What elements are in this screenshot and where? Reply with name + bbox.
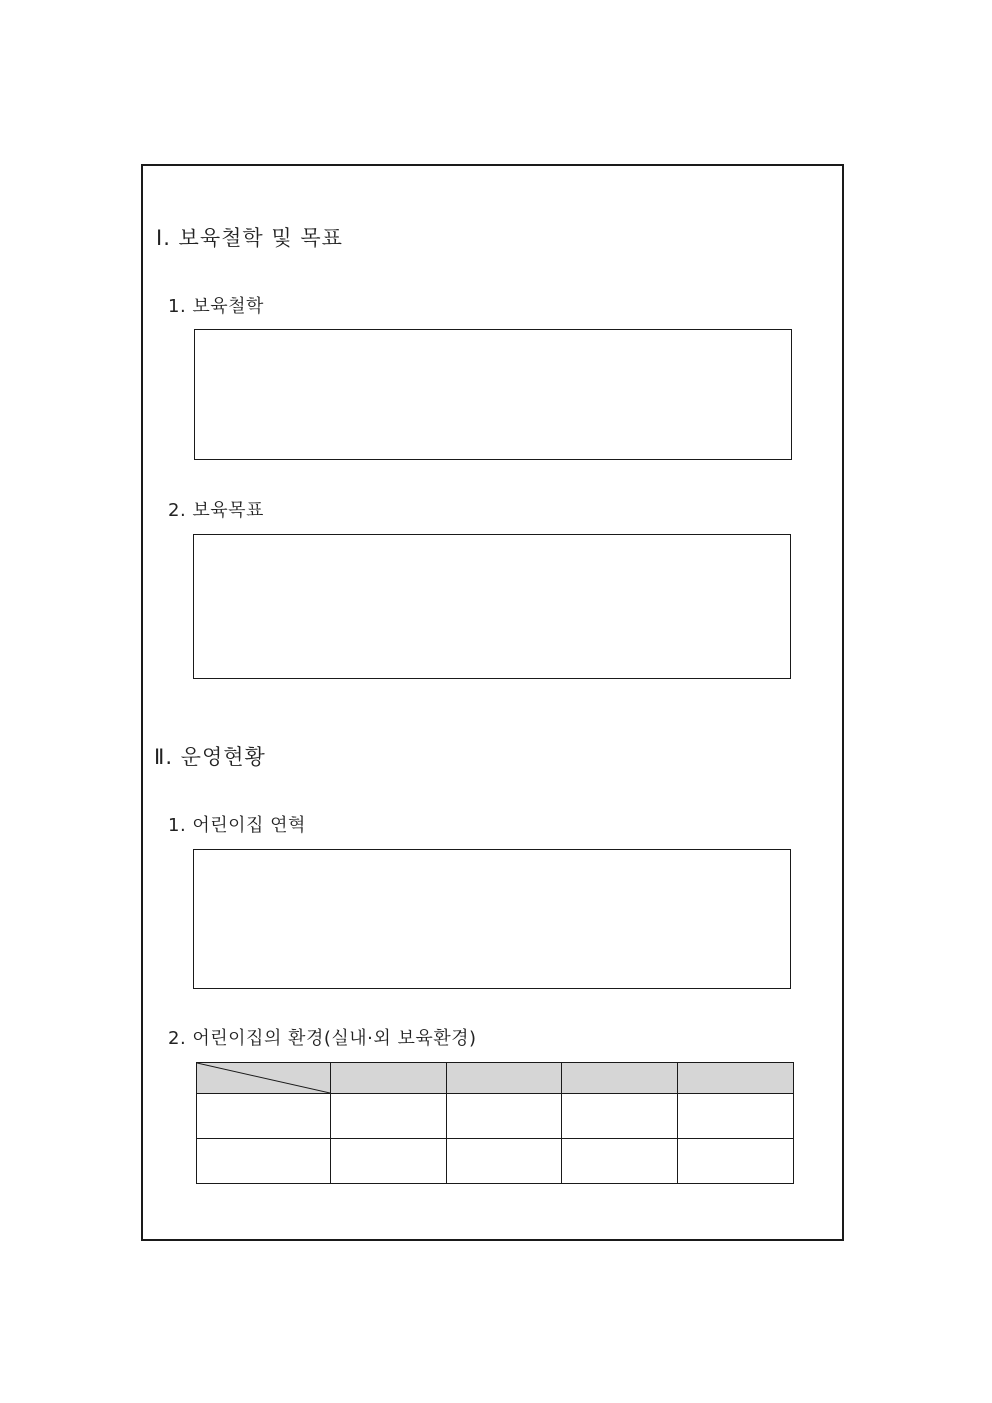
table-cell[interactable]	[447, 1139, 562, 1184]
table-cell[interactable]	[331, 1139, 447, 1184]
environment-label: 2. 어린이집의 환경(실내·외 보육환경)	[168, 1028, 477, 1049]
history-label: 1. 어린이집 연혁	[168, 815, 306, 836]
philosophy-input-box[interactable]	[194, 329, 792, 460]
table-corner-cell	[197, 1063, 331, 1094]
section-1-title: Ⅰ. 보육철학 및 목표	[156, 226, 343, 250]
table-header-cell[interactable]	[678, 1063, 794, 1094]
table-row	[197, 1094, 794, 1139]
table-header-cell[interactable]	[331, 1063, 447, 1094]
table-row	[197, 1139, 794, 1184]
table-cell[interactable]	[197, 1139, 331, 1184]
history-input-box[interactable]	[193, 849, 791, 989]
environment-table	[196, 1062, 794, 1184]
table-cell[interactable]	[562, 1094, 678, 1139]
goals-label: 2. 보육목표	[168, 500, 264, 521]
diagonal-divider	[197, 1063, 330, 1093]
table-cell[interactable]	[562, 1139, 678, 1184]
table-header-row	[197, 1063, 794, 1094]
table-cell[interactable]	[331, 1094, 447, 1139]
table-header-cell[interactable]	[562, 1063, 678, 1094]
table-header-cell[interactable]	[447, 1063, 562, 1094]
table-cell[interactable]	[197, 1094, 331, 1139]
table-cell[interactable]	[447, 1094, 562, 1139]
goals-input-box[interactable]	[193, 534, 791, 679]
table-cell[interactable]	[678, 1139, 794, 1184]
table-cell[interactable]	[678, 1094, 794, 1139]
section-2-title: Ⅱ. 운영현황	[154, 745, 266, 769]
philosophy-label: 1. 보육철학	[168, 296, 264, 317]
